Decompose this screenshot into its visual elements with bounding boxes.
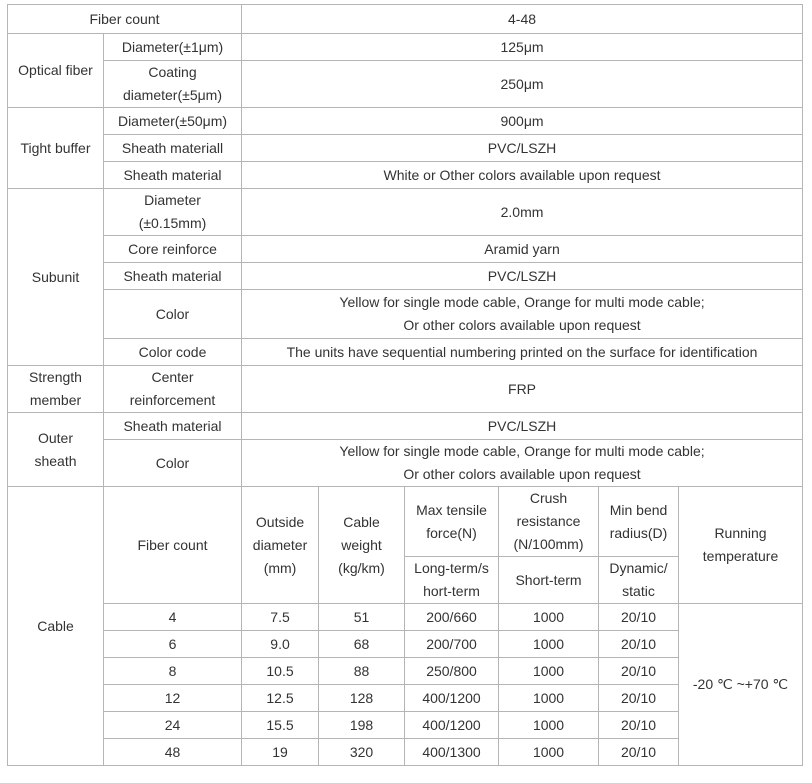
row-core-reinforce bbox=[8, 236, 803, 263]
header-crush bbox=[499, 487, 599, 557]
header-max-tensile-line1: Max tensile bbox=[416, 501, 487, 518]
cell-bend: 20/10 bbox=[599, 712, 679, 739]
cell-cable-weight: 198 bbox=[319, 712, 405, 739]
row-outer-sheath-material bbox=[8, 413, 803, 440]
subheader-bend-line2: static bbox=[622, 583, 655, 599]
header-running-temp-line1: Running bbox=[714, 525, 767, 541]
cell-crush: 1000 bbox=[499, 712, 599, 739]
row-cable-header bbox=[8, 487, 803, 557]
row-tight-buffer-sheath-materiall bbox=[8, 135, 803, 162]
subheader-tensile-line1: Long-term/s bbox=[414, 560, 489, 576]
tight-buffer-label: Tight buffer bbox=[8, 108, 104, 189]
coating-diameter-value: 250μm bbox=[242, 61, 803, 108]
cell-bend: 20/10 bbox=[599, 685, 679, 712]
subunit-color-value bbox=[242, 290, 803, 339]
cell-tensile: 200/700 bbox=[405, 631, 499, 658]
cell-fiber-count: 8 bbox=[104, 658, 242, 685]
row-fiber-count bbox=[8, 5, 803, 34]
cell-fiber-count: 24 bbox=[104, 712, 242, 739]
strength-member-label-line2: member bbox=[29, 392, 82, 408]
subunit-color-value-line2: Or other colors available upon request bbox=[403, 317, 641, 333]
subunit-sheath-material-label: Sheath material bbox=[104, 263, 242, 290]
center-reinforcement-line1: Center bbox=[151, 369, 194, 385]
outer-sheath-color-value-line2: Or other colors available upon request bbox=[403, 466, 641, 482]
coating-diameter-label bbox=[104, 61, 242, 108]
coating-label-line1: Coating bbox=[148, 64, 197, 80]
row-subunit-color bbox=[8, 290, 803, 339]
color-code-value: The units have sequential numbering printed on the surface for identification bbox=[242, 339, 803, 366]
cell-outside-diameter: 15.5 bbox=[242, 712, 319, 739]
subunit-diameter-label-line1: Diameter bbox=[144, 192, 201, 208]
coating-label-line2: diameter(±5μm) bbox=[123, 87, 222, 103]
subunit-sheath-material-value: PVC/LSZH bbox=[242, 263, 803, 290]
outer-sheath-color-value bbox=[242, 440, 803, 487]
cell-fiber-count: 12 bbox=[104, 685, 242, 712]
outer-sheath-material-value: PVC/LSZH bbox=[242, 413, 803, 440]
sheath-materiall-value: PVC/LSZH bbox=[242, 135, 803, 162]
core-reinforce-label: Core reinforce bbox=[104, 236, 242, 263]
subunit-diameter-value: 2.0mm bbox=[242, 189, 803, 236]
cell-tensile: 400/1200 bbox=[405, 712, 499, 739]
header-outside-diameter-line3: (mm) bbox=[263, 559, 297, 576]
outer-sheath-label-line1: Outer bbox=[37, 429, 73, 446]
subheader-short-term: Short-term bbox=[499, 557, 599, 604]
header-outside-diameter-line1: Outside bbox=[255, 513, 305, 530]
header-cable-weight-line3: (kg/km) bbox=[338, 559, 385, 576]
cell-fiber-count: 4 bbox=[104, 604, 242, 631]
optical-fiber-diameter-label: Diameter(±1μm) bbox=[104, 34, 242, 61]
color-code-label: Color code bbox=[104, 339, 242, 366]
row-subunit-diameter bbox=[8, 189, 803, 236]
cell-bend: 20/10 bbox=[599, 658, 679, 685]
cell-fiber-count: 48 bbox=[104, 739, 242, 766]
header-min-bend-line2: radius(D) bbox=[609, 524, 668, 541]
header-cable-weight-line2: weight bbox=[341, 536, 382, 553]
optical-fiber-label: Optical fiber bbox=[8, 34, 104, 108]
subheader-bend-line1: Dynamic/ bbox=[609, 560, 668, 576]
cell-cable-weight: 88 bbox=[319, 658, 405, 685]
cell-tensile: 250/800 bbox=[405, 658, 499, 685]
cell-outside-diameter: 19 bbox=[242, 739, 319, 766]
strength-member-value: FRP bbox=[242, 366, 803, 413]
header-min-bend-line1: Min bend bbox=[609, 501, 668, 518]
cable-data-row bbox=[8, 604, 803, 631]
header-max-tensile-line2: force(N) bbox=[426, 524, 477, 541]
cell-fiber-count: 6 bbox=[104, 631, 242, 658]
row-tight-buffer-diameter bbox=[8, 108, 803, 135]
cell-crush: 1000 bbox=[499, 604, 599, 631]
outer-sheath-material-label: Sheath material bbox=[104, 413, 242, 440]
row-subunit-sheath-material bbox=[8, 263, 803, 290]
cell-crush: 1000 bbox=[499, 631, 599, 658]
header-crush-line3: (N/100mm) bbox=[513, 536, 584, 552]
outer-sheath-color-value-line1: Yellow for single mode cable, Orange for multi mode cable; bbox=[339, 443, 705, 459]
header-outside-diameter-line2: diameter bbox=[252, 536, 308, 553]
outer-sheath-color-label: Color bbox=[104, 440, 242, 487]
cell-cable-weight: 128 bbox=[319, 685, 405, 712]
cell-outside-diameter: 9.0 bbox=[242, 631, 319, 658]
subunit-color-label: Color bbox=[104, 290, 242, 339]
header-cable-weight-line1: Cable bbox=[343, 513, 380, 530]
sheath-materiall-label: Sheath materiall bbox=[104, 135, 242, 162]
center-reinforcement-label bbox=[104, 366, 242, 413]
fiber-count-label: Fiber count bbox=[8, 5, 242, 34]
cell-cable-weight: 68 bbox=[319, 631, 405, 658]
cell-crush: 1000 bbox=[499, 739, 599, 766]
tight-buffer-sheath-material-label: Sheath material bbox=[104, 162, 242, 189]
row-strength-member bbox=[8, 366, 803, 413]
subunit-color-value-line1: Yellow for single mode cable, Orange for multi mode cable; bbox=[339, 294, 705, 310]
header-fiber-count: Fiber count bbox=[104, 487, 242, 604]
outer-sheath-label bbox=[8, 413, 104, 487]
header-crush-line1: Crush bbox=[529, 490, 568, 506]
tight-buffer-diameter-label: Diameter(±50μm) bbox=[104, 108, 242, 135]
row-optical-fiber-coating bbox=[8, 61, 803, 108]
subheader-dynamic-static bbox=[599, 557, 679, 604]
row-tight-buffer-sheath-material bbox=[8, 162, 803, 189]
subheader-tensile-line2: hort-term bbox=[423, 583, 480, 599]
cell-bend: 20/10 bbox=[599, 631, 679, 658]
fiber-count-value: 4-48 bbox=[242, 5, 803, 34]
subunit-label: Subunit bbox=[8, 189, 104, 366]
row-color-code bbox=[8, 339, 803, 366]
strength-member-label bbox=[8, 366, 104, 413]
cell-crush: 1000 bbox=[499, 685, 599, 712]
cell-tensile: 400/1200 bbox=[405, 685, 499, 712]
cell-cable-weight: 51 bbox=[319, 604, 405, 631]
cable-label: Cable bbox=[8, 487, 104, 766]
cell-tensile: 400/1300 bbox=[405, 739, 499, 766]
cell-outside-diameter: 7.5 bbox=[242, 604, 319, 631]
header-max-tensile bbox=[405, 487, 499, 557]
core-reinforce-value: Aramid yarn bbox=[242, 236, 803, 263]
subunit-diameter-label bbox=[104, 189, 242, 236]
cell-outside-diameter: 10.5 bbox=[242, 658, 319, 685]
optical-fiber-diameter-value: 125μm bbox=[242, 34, 803, 61]
row-outer-sheath-color bbox=[8, 440, 803, 487]
cell-tensile: 200/660 bbox=[405, 604, 499, 631]
cell-crush: 1000 bbox=[499, 658, 599, 685]
cell-bend: 20/10 bbox=[599, 739, 679, 766]
cell-outside-diameter: 12.5 bbox=[242, 685, 319, 712]
spec-table bbox=[7, 4, 803, 766]
cell-bend: 20/10 bbox=[599, 604, 679, 631]
header-outside-diameter bbox=[242, 487, 319, 604]
header-running-temp-line2: temperature bbox=[702, 548, 779, 564]
subheader-long-short-term bbox=[405, 557, 499, 604]
strength-member-label-line1: Strength bbox=[29, 369, 82, 385]
row-optical-fiber-diameter bbox=[8, 34, 803, 61]
tight-buffer-sheath-material-value: White or Other colors available upon request bbox=[242, 162, 803, 189]
subunit-diameter-label-line2: (±0.15mm) bbox=[138, 215, 207, 231]
header-running-temperature bbox=[679, 487, 803, 604]
cell-cable-weight: 320 bbox=[319, 739, 405, 766]
header-crush-line2: resistance bbox=[516, 513, 581, 529]
header-min-bend bbox=[599, 487, 679, 557]
running-temperature-value: -20 ℃ ~+70 ℃ bbox=[679, 604, 803, 766]
center-reinforcement-line2: reinforcement bbox=[129, 392, 216, 408]
outer-sheath-label-line2: sheath bbox=[34, 452, 77, 469]
header-cable-weight bbox=[319, 487, 405, 604]
tight-buffer-diameter-value: 900μm bbox=[242, 108, 803, 135]
